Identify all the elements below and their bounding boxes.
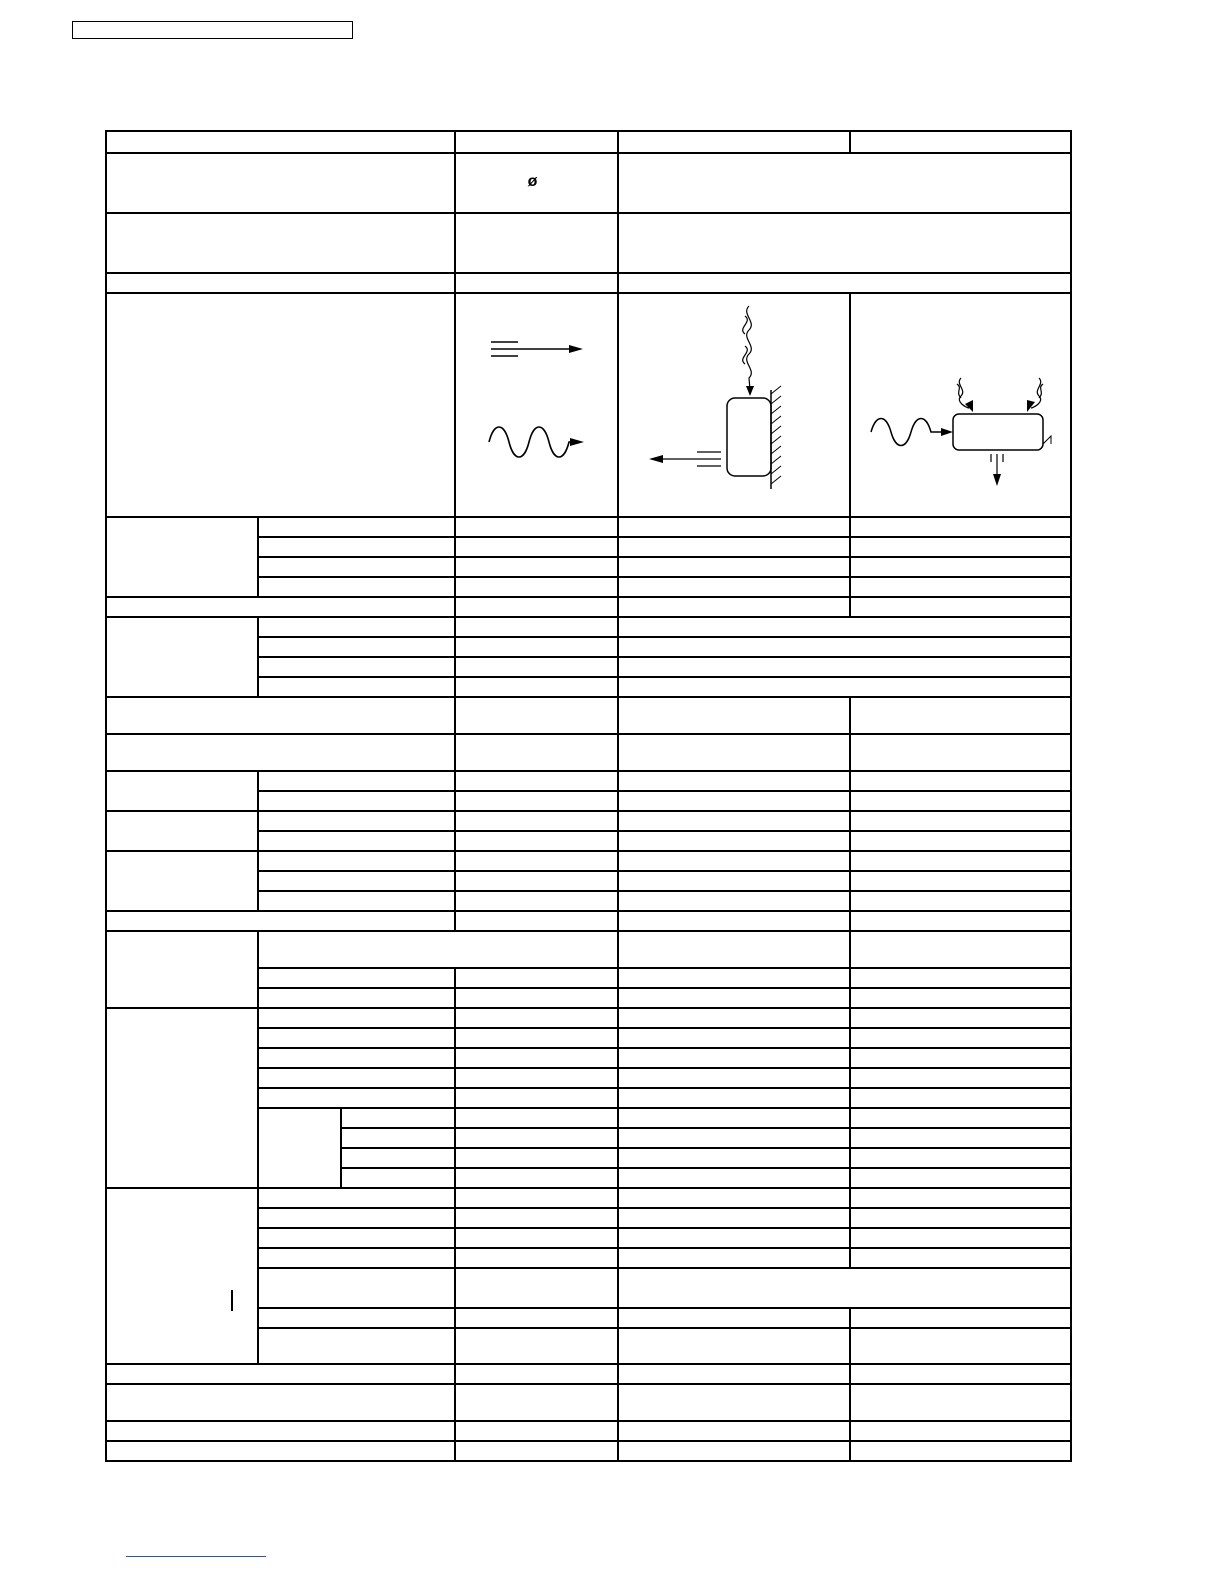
phase-symbol: ø — [527, 173, 538, 190]
group-label — [106, 931, 258, 1008]
table-row — [106, 1188, 1071, 1208]
outdoor-diagram-cell — [850, 293, 1071, 517]
table-row — [106, 911, 1071, 931]
indoor-unit-heat-flow-diagram — [619, 294, 849, 516]
table-row — [106, 811, 1071, 831]
airflow-arrow-icon — [491, 342, 583, 356]
table-row — [106, 617, 1071, 637]
indoor-diagram-cell — [618, 293, 850, 517]
header-cell-indoor — [618, 131, 850, 153]
table-row — [106, 931, 1071, 968]
table-row — [106, 734, 1071, 771]
table-row-power-source — [106, 153, 1071, 213]
table-header-row — [106, 131, 1071, 153]
document-header-box — [72, 21, 353, 39]
row-value-merged — [618, 153, 1071, 213]
header-cell-item — [106, 131, 455, 153]
phase-cell — [455, 153, 618, 213]
legend-symbols — [456, 294, 617, 516]
table-row — [106, 597, 1071, 617]
table-row — [106, 213, 1071, 273]
table-row — [106, 771, 1071, 791]
table-row — [106, 1441, 1071, 1461]
group-label — [106, 851, 258, 911]
outdoor-unit-heat-flow-diagram — [851, 294, 1070, 516]
row-label — [106, 153, 455, 213]
group-label — [106, 617, 258, 697]
table-row — [106, 697, 1071, 734]
table-row — [106, 517, 1071, 537]
table-row — [106, 1008, 1071, 1028]
header-cell-outdoor — [850, 131, 1071, 153]
legend-diagram-cell — [455, 293, 618, 517]
table-row-diagrams — [106, 293, 1071, 517]
footer-link[interactable] — [126, 1556, 266, 1557]
table-row — [106, 273, 1071, 293]
group-label — [106, 771, 258, 811]
sub-group-label — [258, 1108, 341, 1188]
partial-column-divider — [231, 1290, 233, 1311]
table-row — [106, 851, 1071, 871]
group-label — [106, 811, 258, 851]
table-row — [106, 1364, 1071, 1384]
table-row — [106, 1421, 1071, 1441]
header-cell-unit — [455, 131, 618, 153]
group-label — [106, 1008, 258, 1188]
specifications-table — [105, 130, 1072, 1462]
table-row — [106, 1384, 1071, 1421]
sine-wave-icon — [489, 427, 584, 457]
group-label — [106, 517, 258, 597]
group-label — [106, 1188, 258, 1364]
